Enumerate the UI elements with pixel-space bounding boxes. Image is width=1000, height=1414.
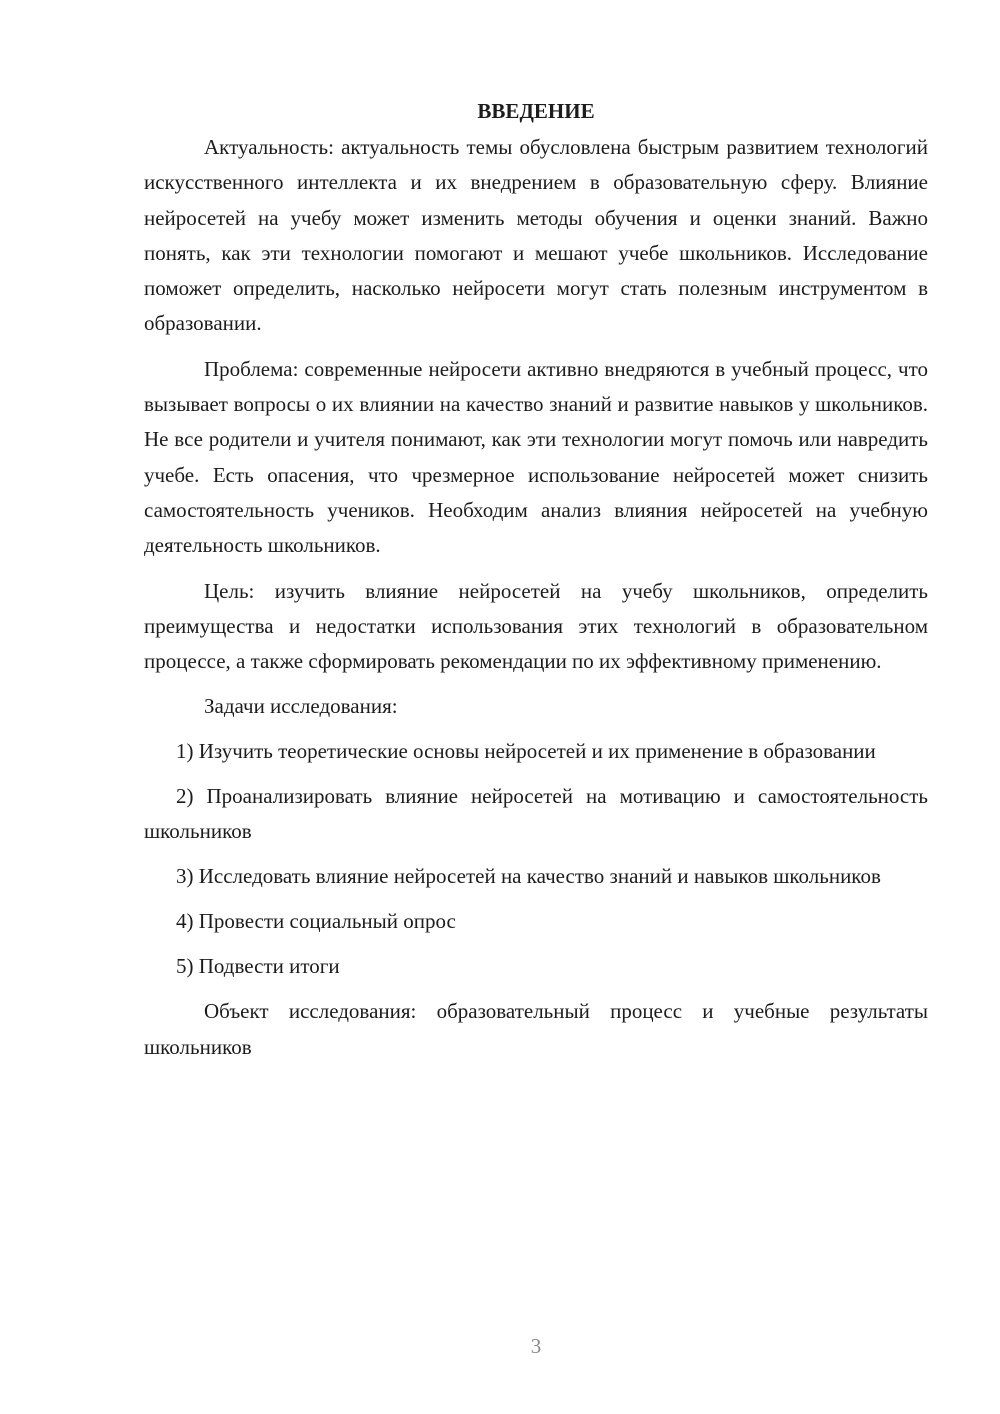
list-item: 4) Провести социальный опрос — [176, 909, 456, 934]
list-item: 2) Проанализировать влияние нейросетей на мотивацию и самостоятельность школьников — [144, 784, 928, 844]
tasks-heading: Задачи исследования: — [204, 694, 398, 719]
page-number: 3 — [530, 1334, 542, 1358]
list-item: 3) Исследовать влияние нейросетей на качество знаний и навыков школьников — [176, 864, 881, 889]
list-item: 1) Изучить теоретические основы нейросетей и их применение в образовании — [176, 739, 876, 764]
list-item: 5) Подвести итоги — [176, 954, 340, 979]
tasks-list — [144, 734, 928, 984]
section-heading: ВВЕДЕНИЕ — [477, 99, 595, 123]
page-content — [144, 96, 928, 1075]
problem-paragraph: Проблема: современные нейросети активно внедряются в учебный процесс, что вызывает вопросы о их влиянии на качество знаний и развитие навыков у школьников. Не все родители и учителя понимают, как эти технологии могут помочь или навредить учебе. Есть опасения, что чрезмерное использование нейросетей может снизить самостоятельность учеников. Необходим анализ влияния нейросетей на учебную деятельность школьников. — [144, 356, 928, 558]
goal-paragraph: Цель: изучить влияние нейросетей на учебу школьников, определить преимущества и недостатки использования этих технологий в образовательном процессе, а также сформировать рекомендации по их эффективному применению. — [144, 578, 928, 674]
relevance-paragraph: Актуальность: актуальность темы обусловлена быстрым развитием технологий искусственного интеллекта и их внедрением в образовательную сферу. Влияние нейросетей на учебу может изменить методы обучения и оценки знаний. Важно понять, как эти технологии помогают и мешают учебе школьников. Исследование поможет определить, насколько нейросети могут стать полезным инструментом в образовании. — [144, 135, 928, 336]
object-paragraph: Объект исследования: образовательный процесс и учебные результаты школьников — [144, 999, 928, 1059]
